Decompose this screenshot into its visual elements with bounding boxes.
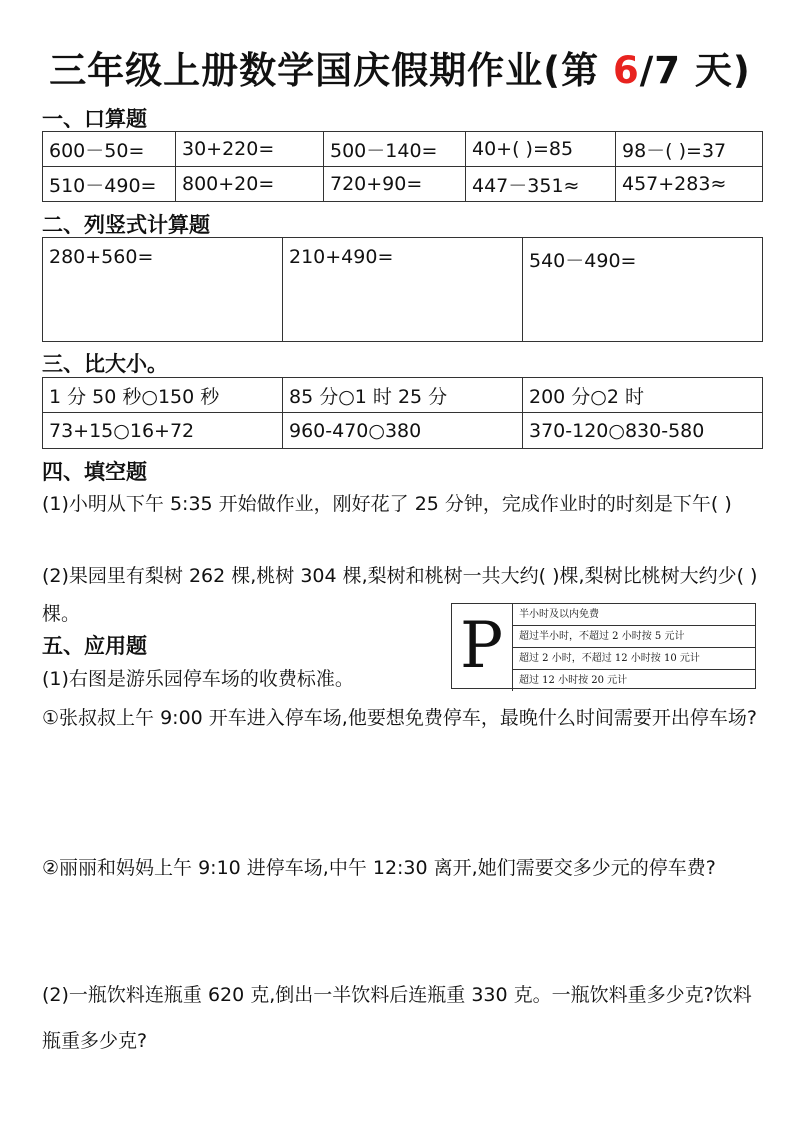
compare-cell: 200 分○2 时 bbox=[523, 378, 763, 413]
mental-math-cell: 500－140= bbox=[324, 132, 466, 167]
mental-math-cell: 40+( )=85 bbox=[466, 132, 616, 167]
vertical-calc-cell: 280+560= bbox=[43, 238, 283, 342]
fee-row: 超过半小时，不超过 2 小时按 5 元计 bbox=[512, 626, 755, 648]
application-question-3: (2)一瓶饮料连瓶重 620 克,倒出一半饮料后连瓶重 330 克。一瓶饮料重多少克?饮料瓶重多少克? bbox=[42, 984, 752, 1052]
fee-row: 半小时及以内免费 bbox=[512, 604, 755, 626]
mental-math-cell: 800+20= bbox=[176, 167, 324, 202]
fill-blank-question-1: (1)小明从下午 5:35 开始做作业，刚好花了 25 分钟，完成作业时的时刻是下午( ) bbox=[42, 493, 732, 515]
vertical-calc-cell: 540－490= bbox=[523, 238, 763, 342]
day-number: 6 bbox=[612, 49, 640, 92]
mental-math-cell: 98－( )=37 bbox=[616, 132, 763, 167]
fee-row: 超过 2 小时，不超过 12 小时按 10 元计 bbox=[512, 648, 755, 670]
vertical-calc-cell: 210+490= bbox=[283, 238, 523, 342]
parking-fee-table bbox=[451, 603, 756, 689]
section5-heading: 五、应用题 bbox=[42, 634, 147, 658]
application-question-1: ①张叔叔上午 9:00 开车进入停车场,他要想免费停车，最晚什么时间需要开出停车场? bbox=[42, 707, 757, 729]
fill-blank-question-2: (2)果园里有梨树 262 棵,桃树 304 棵,梨树和桃树一共大约( )棵,梨树比桃树大约少( )棵。 bbox=[42, 565, 758, 625]
compare-cell: 960-470○380 bbox=[283, 413, 523, 449]
section4-heading: 四、填空题 bbox=[42, 460, 147, 484]
mental-math-cell: 447－351≈ bbox=[466, 167, 616, 202]
mental-math-cell: 510－490= bbox=[43, 167, 176, 202]
mental-math-cell: 457+283≈ bbox=[616, 167, 763, 202]
compare-cell: 370-120○830-580 bbox=[523, 413, 763, 449]
mental-math-cell: 600－50= bbox=[43, 132, 176, 167]
section2-heading: 二、列竖式计算题 bbox=[42, 213, 210, 237]
compare-cell: 73+15○16+72 bbox=[43, 413, 283, 449]
compare-table bbox=[42, 377, 763, 449]
compare-cell: 1 分 50 秒○150 秒 bbox=[43, 378, 283, 413]
application-intro: (1)右图是游乐园停车场的收费标准。 bbox=[42, 668, 354, 690]
fee-row: 超过 12 小时按 20 元计 bbox=[512, 670, 755, 691]
mental-math-table bbox=[42, 131, 763, 202]
section3-heading: 三、比大小。 bbox=[42, 352, 168, 376]
page-title: 三年级上册数学国庆假期作业(第 6/7 天) bbox=[49, 49, 751, 92]
compare-cell: 85 分○1 时 25 分 bbox=[283, 378, 523, 413]
vertical-calc-table bbox=[42, 237, 763, 342]
section1-heading: 一、口算题 bbox=[42, 107, 147, 131]
parking-icon: P bbox=[460, 609, 504, 683]
mental-math-cell: 720+90= bbox=[324, 167, 466, 202]
application-question-2: ②丽丽和妈妈上午 9:10 进停车场,中午 12:30 离开,她们需要交多少元的停车费? bbox=[42, 857, 716, 879]
mental-math-cell: 30+220= bbox=[176, 132, 324, 167]
